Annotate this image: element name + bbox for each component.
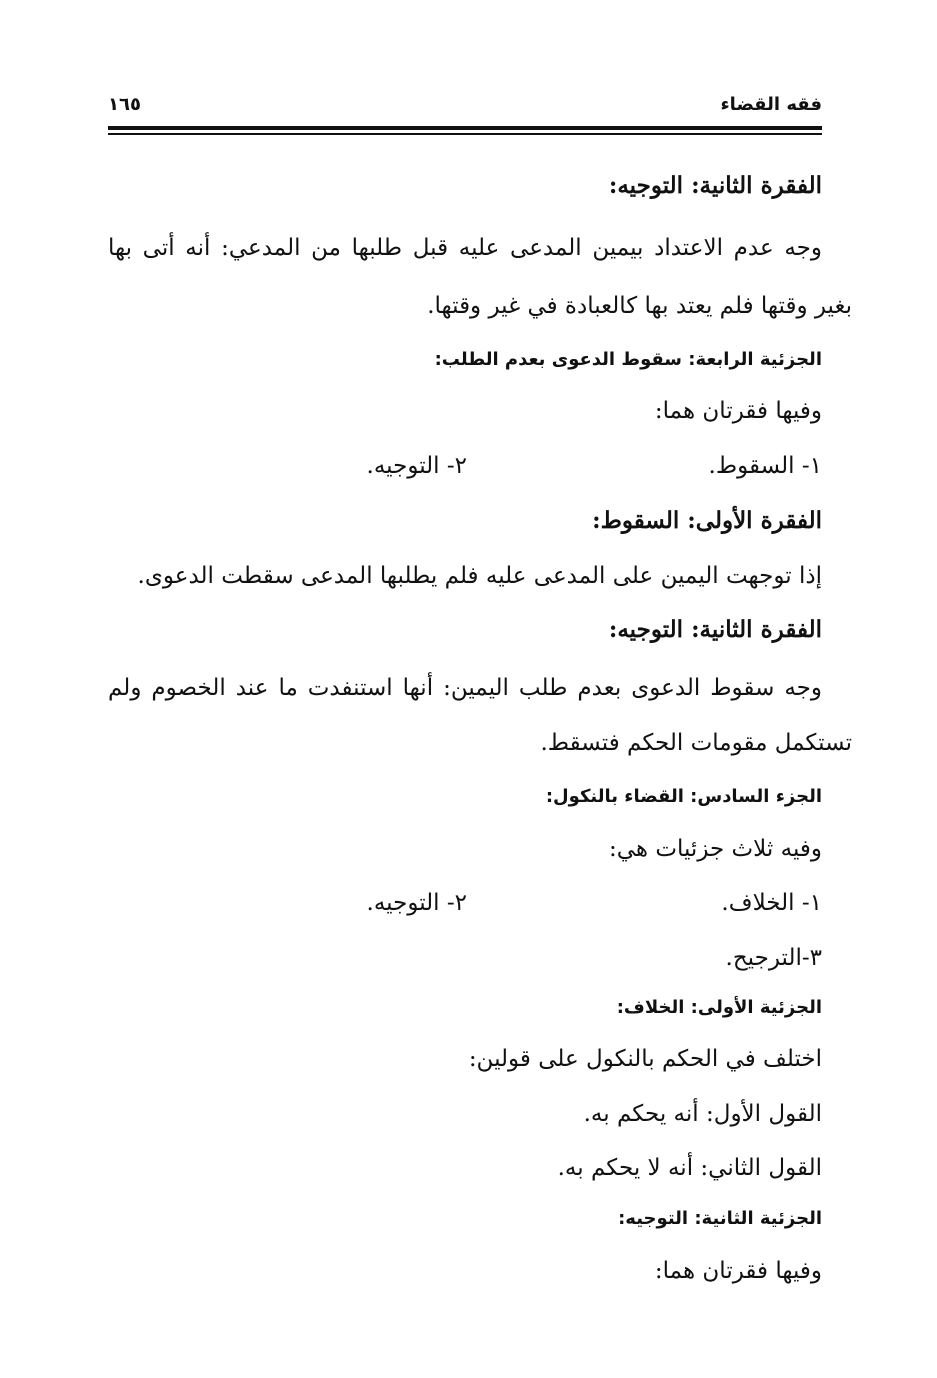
header-rule-thick xyxy=(108,126,822,130)
paragraph-line: القول الأول: أنه يحكم به. xyxy=(583,1101,822,1127)
paragraph-line: القول الثاني: أنه لا يحكم به. xyxy=(557,1155,822,1181)
subsection-heading: الجزئية الرابعة: سقوط الدعوى بعدم الطلب: xyxy=(434,349,822,370)
list-item: ١- الخلاف. xyxy=(721,890,822,916)
page-header xyxy=(108,94,822,124)
section-heading: الفقرة الأولى: السقوط: xyxy=(592,507,822,534)
paragraph-line: بغير وقتها فلم يعتد بها كالعبادة في غير وقتها. xyxy=(427,293,852,319)
subsection-heading: الجزئية الأولى: الخلاف: xyxy=(616,997,822,1018)
list-item: ٣-الترجيح. xyxy=(725,945,822,971)
paragraph-line: وجه عدم الاعتداد بيمين المدعى عليه قبل طلبها من المدعي: أنه أتى بها xyxy=(108,235,822,261)
section-heading: الفقرة الثانية: التوجيه: xyxy=(608,616,822,643)
list-item: ٢- التوجيه. xyxy=(366,453,467,479)
paragraph-line: تستكمل مقومات الحكم فتسقط. xyxy=(540,730,852,756)
header-rule-thin xyxy=(108,133,822,135)
paragraph-line: وفيها فقرتان هما: xyxy=(654,398,822,424)
paragraph-line: وفيه ثلاث جزئيات هي: xyxy=(608,836,822,862)
subsection-heading: الجزئية الثانية: التوجيه: xyxy=(618,1208,822,1229)
list-item: ١- السقوط. xyxy=(708,453,822,479)
subsection-heading: الجزء السادس: القضاء بالنكول: xyxy=(545,786,822,807)
list-item: ٢- التوجيه. xyxy=(366,890,467,916)
running-title: فقه القضاء xyxy=(720,94,822,115)
paragraph-line: وجه سقوط الدعوى بعدم طلب اليمين: أنها استنفدت ما عند الخصوم ولم xyxy=(108,675,822,701)
paragraph-line: إذا توجهت اليمين على المدعى عليه فلم يطلبها المدعى سقطت الدعوى. xyxy=(137,563,822,589)
paragraph-line: اختلف في الحكم بالنكول على قولين: xyxy=(468,1046,822,1072)
paragraph-line: وفيها فقرتان هما: xyxy=(654,1258,822,1284)
section-heading: الفقرة الثانية: التوجيه: xyxy=(608,172,822,199)
page-number: ١٦٥ xyxy=(108,94,141,115)
